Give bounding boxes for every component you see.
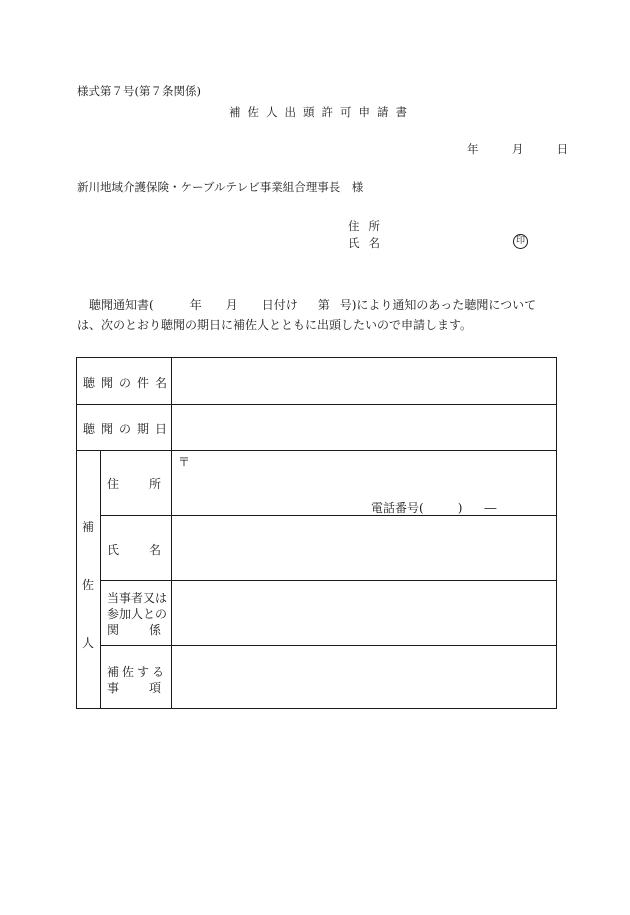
hearing-date-label: 聴聞の期日 [83,422,174,436]
column-divider [171,358,172,708]
date-month: 月 [511,142,524,156]
assistant-label-3: 人 [81,636,94,650]
date-line [467,141,568,157]
applicant-address-label: 住所 [348,219,389,233]
body-year: 年 [189,298,202,312]
row-divider [100,645,556,646]
phone-label-text: 電話番号( [371,501,424,515]
assistant-address-label: 住 所 [107,477,164,491]
row-divider [77,450,556,451]
relation-label-1: 当事者又は [107,591,168,605]
relation-label-2: 参加人との [107,607,168,621]
matters-label-1: 補佐する [107,665,168,679]
phone-close: ) [457,501,463,515]
seal-mark: 印 [513,234,528,249]
body-no-prefix: 第 [317,298,330,312]
date-day: 日 [556,142,569,156]
row-divider [100,580,556,581]
body-month: 月 [225,298,238,312]
body-paragraph [77,295,557,335]
body-line-start: 聴聞通知書( [89,298,154,312]
row-divider [77,404,556,405]
matters-label-2: 事 項 [107,681,164,695]
addressee: 新川地域介護保険・ケーブルテレビ事業組合理事長 様 [77,180,364,194]
assistant-label-1: 補 [81,520,94,534]
form-table [76,357,557,709]
body-dated: 日付け [261,298,298,312]
case-name-label: 聴聞の件名 [83,376,174,390]
date-year: 年 [467,142,479,156]
applicant-name-label: 氏名 [348,236,389,250]
relation-label-3: 関 係 [107,623,164,637]
phone-label [371,499,496,516]
postal-mark: 〒 [178,455,191,469]
phone-dash: ― [484,501,497,515]
body-no-suffix: 号)により通知のあった聴聞については、次のとおり聴聞の期日に補佐人とともに出頭したいので申請します。 [77,298,537,332]
column-divider [100,450,101,708]
document-title: 補佐人出頭許可申請書 [229,105,414,119]
assistant-name-label: 氏 名 [107,543,164,557]
form-number: 様式第７号(第７条関係) [77,84,201,98]
assistant-label-2: 佐 [81,578,94,592]
